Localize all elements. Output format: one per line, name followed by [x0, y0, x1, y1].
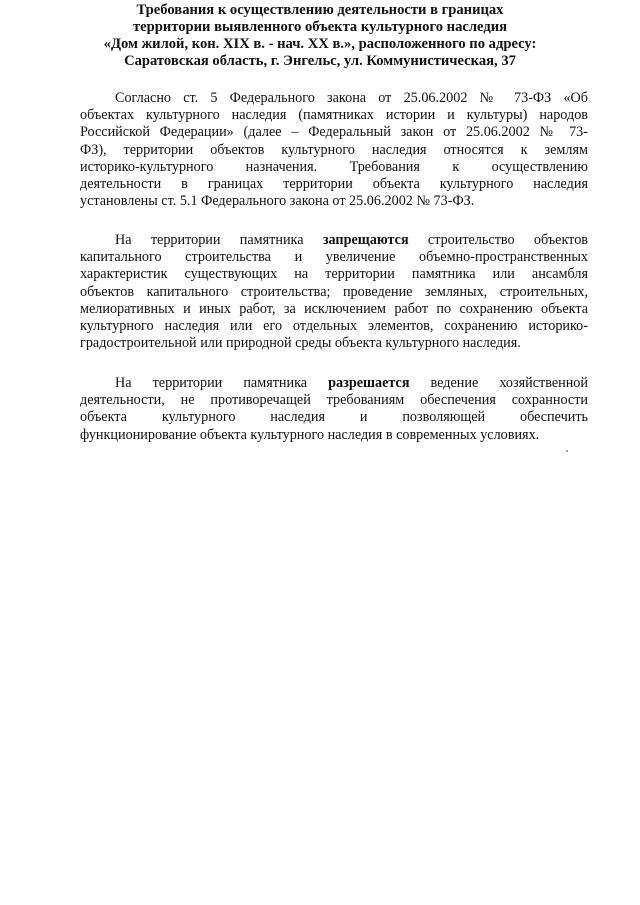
document-title	[60, 2, 580, 70]
paragraph-line: историко-культурного назначения. Требования к осуществлению	[80, 158, 588, 175]
paragraph-line: объектах культурного наследия (памятниках истории и культуры) народов	[80, 107, 588, 124]
paragraph-permitted	[80, 375, 588, 444]
paragraph-line: градостроительной или природной среды объекта культурного наследия.	[80, 335, 521, 352]
title-line: территории выявленного объекта культурного наследия	[132, 19, 508, 35]
paragraph-line: деятельности в границах территории объекта культурного наследия	[80, 176, 588, 193]
paragraph-line: установлены ст. 5.1 Федерального закона от 25.06.2002 № 73-ФЗ.	[80, 193, 475, 210]
paragraph-line: Российской Федерации» (далее – Федеральный закон от 25.06.2002 № 73-	[80, 124, 588, 141]
paragraph-line	[80, 375, 588, 392]
title-line: Требования к осуществлению деятельности в границах	[136, 2, 504, 18]
paragraph-prefix: На территории памятника	[115, 232, 323, 248]
paragraph-prefix: На территории памятника	[115, 375, 329, 391]
prohibited-keyword: запрещаются	[322, 232, 409, 248]
paragraph-line: деятельности, не противоречащей требованиям обеспечения сохранности	[80, 392, 588, 409]
scan-speck	[566, 450, 568, 452]
paragraph-line: объекта культурного наследия и позволяющей обеспечить	[80, 409, 588, 426]
paragraph-prohibited	[80, 232, 588, 352]
paragraph-line: характеристик существующих на территории памятника или ансамбля	[80, 266, 588, 283]
paragraph-line: функционирование объекта культурного наследия в современных условиях.	[80, 426, 540, 443]
paragraph-line-rest: строительство объектов	[408, 232, 588, 248]
paragraph-line: ФЗ), территории объектов культурного наследия относятся к землям	[80, 141, 588, 158]
paragraph-line: капитального строительства и увеличение объемно-пространственных	[80, 249, 588, 266]
title-line: Саратовская область, г. Энгельс, ул. Коммунистическая, 37	[124, 53, 516, 69]
paragraph-line	[80, 232, 588, 249]
paragraph-line: Согласно ст. 5 Федерального закона от 25.06.2002 № 73-ФЗ «Об	[115, 90, 588, 106]
paragraph-line: мелиоративных и иных работ, за исключением работ по сохранению объекта	[80, 300, 588, 317]
paragraph-line: объектов капитального строительства; проведение земляных, строительных,	[80, 283, 588, 300]
paragraph-line: культурного наследия или его отдельных элементов, сохранению историко-	[80, 318, 588, 335]
title-line: «Дом жилой, кон. XIX в. - нач. XX в.», расположенного по адресу:	[103, 36, 537, 52]
paragraph-legal-basis	[80, 90, 588, 210]
paragraph-line-rest: ведение хозяйственной	[409, 375, 588, 391]
permitted-keyword: разрешается	[328, 375, 410, 391]
